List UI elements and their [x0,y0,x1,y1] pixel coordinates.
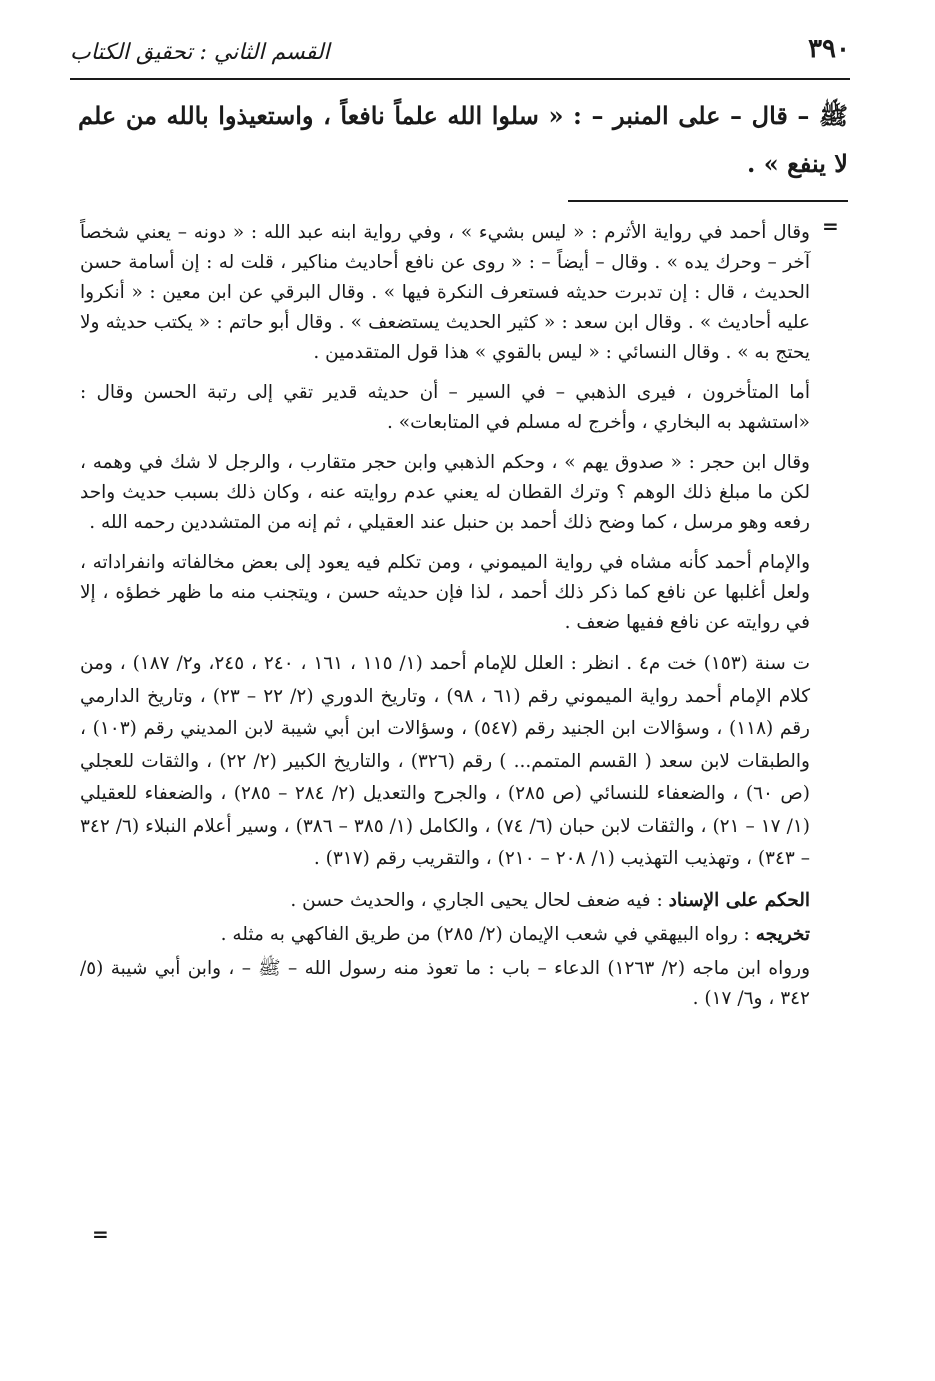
continuation-mark-top: = [822,214,839,238]
takhrij-paragraph [80,920,810,950]
ruling-paragraph [80,886,810,916]
footnote-paragraph: وقال أحمد في رواية الأثرم : « ليس بشيء » ، وفي رواية ابنه عبد الله : « دونه – يعني شخصاً آخر – وحرك يده » . وقال – أيضاً – : « روى عن نافع أحاديث مناكير ، قلت له : إن أسامة حسن الحديث ، قال : إن تدبرت حديثه فستعرف النكرة فيها » . وقال البرقي عن ابن معين : « أنكروا عليه أحاديث » . وقال ابن سعد : « كثير الحديث يستضعف » . وقال أبو حاتم : « يكتب حديثه ولا يحتج به » . وقال النسائي : « ليس بالقوي » هذا قول المتقدمين . [80,222,810,363]
hadith-text: ﷺ – قال – على المنبر – : « سلوا الله علماً نافعاً ، واستعيذوا بالله من علم لا ينفع » . [78,101,848,178]
footnote-paragraph: وقال ابن حجر : « صدوق يهم » ، وحكم الذهبي وابن حجر متقارب ، والرجل لا شك في وهمه ، لكن ما مبلغ ذلك الوهم ؟ وترك القطان له يعني عدم روايته عنه ، وكان ذلك بسبب حديث واحد رفعه وهو مرسل ، كما وضح ذلك أحمد بن حنبل عند العقيلي ، ثم إنه من المتشددين رحمه الله . [80,452,810,533]
continuation-mark-bottom: = [92,1222,109,1246]
page-number: ٣٩٠ [808,34,850,64]
takhrij-text: : رواه البيهقي في شعب الإيمان (٢/ ٢٨٥) من طريق الفاكهي به مثله . [220,923,756,945]
footnote-separator [568,200,848,202]
running-title: القسم الثاني : تحقيق الكتاب [70,40,330,65]
ruling-label: الحكم على الإسناد [668,889,810,911]
footnote-paragraph: أما المتأخرون ، فيرى الذهبي – في السير – أن حديثه قدير تقي إلى رتبة الحسن وقال : «استشهد به البخاري ، وأخرج له مسلم في المتابعات» . [80,382,810,433]
footnote-body [80,218,810,1018]
footnote-paragraph: والإمام أحمد كأنه مشاه في رواية الميموني ، ومن تكلم فيه يعود إلى بعض مخالفاته وانفراداته ، ولعل أغلبها عن نافع كما ذكر ذلك أحمد ، لذا فإن حديثه حسن ، ويتجنب منه ما ظهر خطؤه ، إلا في روايته عن نافع ففيها ضعف . [80,552,810,633]
footnote-paragraph: ورواه ابن ماجه (٢/ ١٢٦٣) الدعاء – باب : ما تعوذ منه رسول الله – ﷺ – ، وابن أبي شيبة (٥/ ٣٤٢ ، و٦/ ١٧) . [80,957,811,1009]
ruling-text: : فيه ضعف لحال يحيى الجاري ، والحديث حسن . [290,889,669,911]
page-header [70,30,850,74]
takhrij-label: تخريجه [755,923,810,945]
references-paragraph: ت سنة (١٥٣) خت م٤ . انظر : العلل للإمام أحمد (١/ ١١٥ ، ١٦١ ، ٢٤٠ ، ٢٤٥، و٢/ ١٨٧) ، ومن كلام الإمام أحمد رواية الميموني رقم (٦١ ، ٩٨) ، وتاريخ الدوري (٢/ ٢٢ – ٢٣) ، وتاريخ الدارمي رقم (١١٨) ، وسؤالات ابن الجنيد رقم (٥٤٧) ، وسؤالات ابن أبي شيبة لابن المديني رقم (١٠٣) ، والطبقات لابن سعد ( القسم المتمم... ) رقم (٣٢٦) ، والتاريخ الكبير (٢/ ٢٢) ، والثقات للعجلي (ص ٦٠) ، والضعفاء للنسائي (ص ٢٨٥) ، والجرح والتعديل (٢/ ٢٨٤ – ٢٨٥) ، والضعفاء للعقيلي (١/ ١٧ – ٢١) ، والثقات لابن حبان (٦/ ٧٤) ، والكامل (١/ ٣٨٥ – ٣٨٦) ، وسير أعلام النبلاء (٦/ ٣٤٢ – ٣٤٣) ، وتهذيب التهذيب (١/ ٢٠٨ – ٢١٠) ، والتقريب رقم (٣١٧) . [80,653,810,869]
header-rule [70,78,850,80]
